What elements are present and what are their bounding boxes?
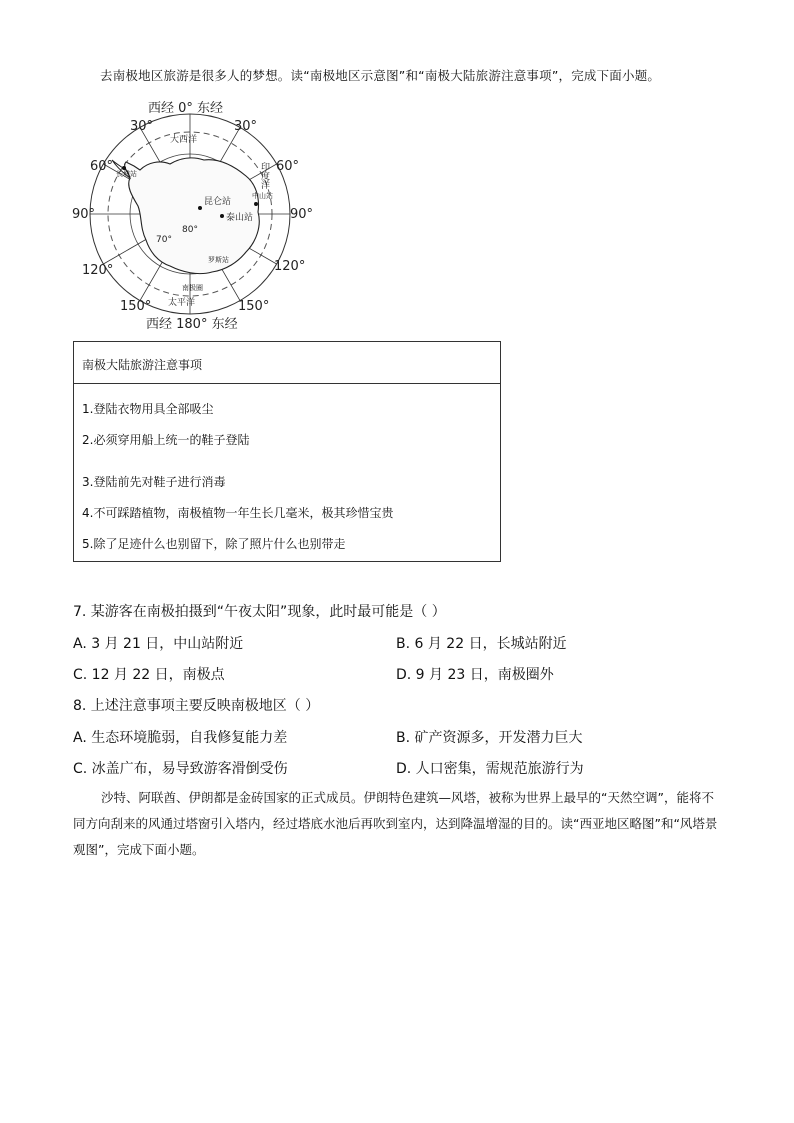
lon-90-right: 90° <box>290 207 314 222</box>
lon-90-left: 90° <box>72 207 96 222</box>
taishan-station-marker <box>220 214 224 218</box>
note-item-2: 2.必须穿用船上统一的鞋子登陆 <box>82 433 250 447</box>
intro-text: 去南极地区旅游是很多人的梦想。读“南极地区示意图”和“南极大陆旅游注意事项”，完成下面小题。 <box>100 68 661 83</box>
lon-30-right: 30° <box>234 119 258 134</box>
question-8-option-b: B. 矿产资源多，开发潜力巨大 <box>396 730 583 746</box>
question-7-option-b: B. 6 月 22 日，长城站附近 <box>396 636 567 652</box>
lon-120-right: 120° <box>274 259 306 274</box>
question-8-option-c: C. 冰盖广布，易导致游客滑倒受伤 <box>73 761 288 777</box>
question-7-stem: 7. 某游客在南极拍摄到“午夜太阳”现象，此时最可能是（ ） <box>73 604 446 620</box>
atlantic-label: 大西洋 <box>170 135 198 145</box>
antarctic-circle-label: 南极圈 <box>182 284 203 292</box>
question-7-option-a: A. 3 月 21 日，中山站附近 <box>73 636 244 652</box>
notes-table <box>73 341 501 562</box>
ross-station-label: 罗斯站 <box>208 256 229 264</box>
question-8-option-a: A. 生态环境脆弱，自我修复能力差 <box>73 730 288 746</box>
indian-ocean-label: 印度洋 <box>259 162 269 189</box>
notes-title: 南极大陆旅游注意事项 <box>74 342 500 384</box>
paragraph-west-asia <box>73 785 723 863</box>
taishan-station-label: 泰山站 <box>226 213 254 223</box>
pacific-label: 太平洋 <box>168 298 196 308</box>
question-8-stem: 8. 上述注意事项主要反映南极地区（ ） <box>73 698 320 714</box>
note-item-4: 4.不可踩踏植物，南极植物一年生长几毫米，极其珍惜宝贵 <box>82 506 394 520</box>
note-item-5: 5.除了足迹什么也别留下，除了照片什么也别带走 <box>82 537 346 551</box>
lon-150-left: 150° <box>120 299 152 314</box>
lat-70-label: 70° <box>156 235 172 245</box>
zhongshan-station-label: 中山站 <box>252 192 273 200</box>
kunlun-station-marker <box>198 206 202 210</box>
paragraph-text: 沙特、阿联酋、伊朗都是金砖国家的正式成员。伊朗特色建筑—风塔，被称为世界上最早的“天然空调”，能将不同方向刮来的风通过塔窗引入塔内，经过塔底水池后再吹到室内，达到降温增湿的目的。读“西亚地区略图”和“风塔景观图”，完成下面小题。 <box>73 790 718 857</box>
zhongshan-station-marker <box>254 202 258 206</box>
lon-120-left: 120° <box>82 263 114 278</box>
top-label: 西经 0° 东经 <box>148 101 224 116</box>
question-8-option-d: D. 人口密集，需规范旅游行为 <box>396 761 584 777</box>
antarctic-map <box>70 100 320 335</box>
bottom-label: 西经 180° 东经 <box>146 317 238 332</box>
lon-30-left: 30° <box>130 119 154 134</box>
lon-60-right: 60° <box>276 159 300 174</box>
lat-80-label: 80° <box>182 225 198 235</box>
question-7-option-d: D. 9 月 23 日，南极圈外 <box>396 667 554 683</box>
note-item-3: 3.登陆前先对鞋子进行消毒 <box>82 475 226 489</box>
question-7-option-c: C. 12 月 22 日，南极点 <box>73 667 225 683</box>
lon-150-right: 150° <box>238 299 270 314</box>
kunlun-station-label: 昆仑站 <box>204 197 232 207</box>
lon-60-left: 60° <box>90 159 114 174</box>
great-wall-station-label: 长城站 <box>116 170 137 178</box>
note-item-1: 1.登陆衣物用具全部吸尘 <box>82 402 214 416</box>
